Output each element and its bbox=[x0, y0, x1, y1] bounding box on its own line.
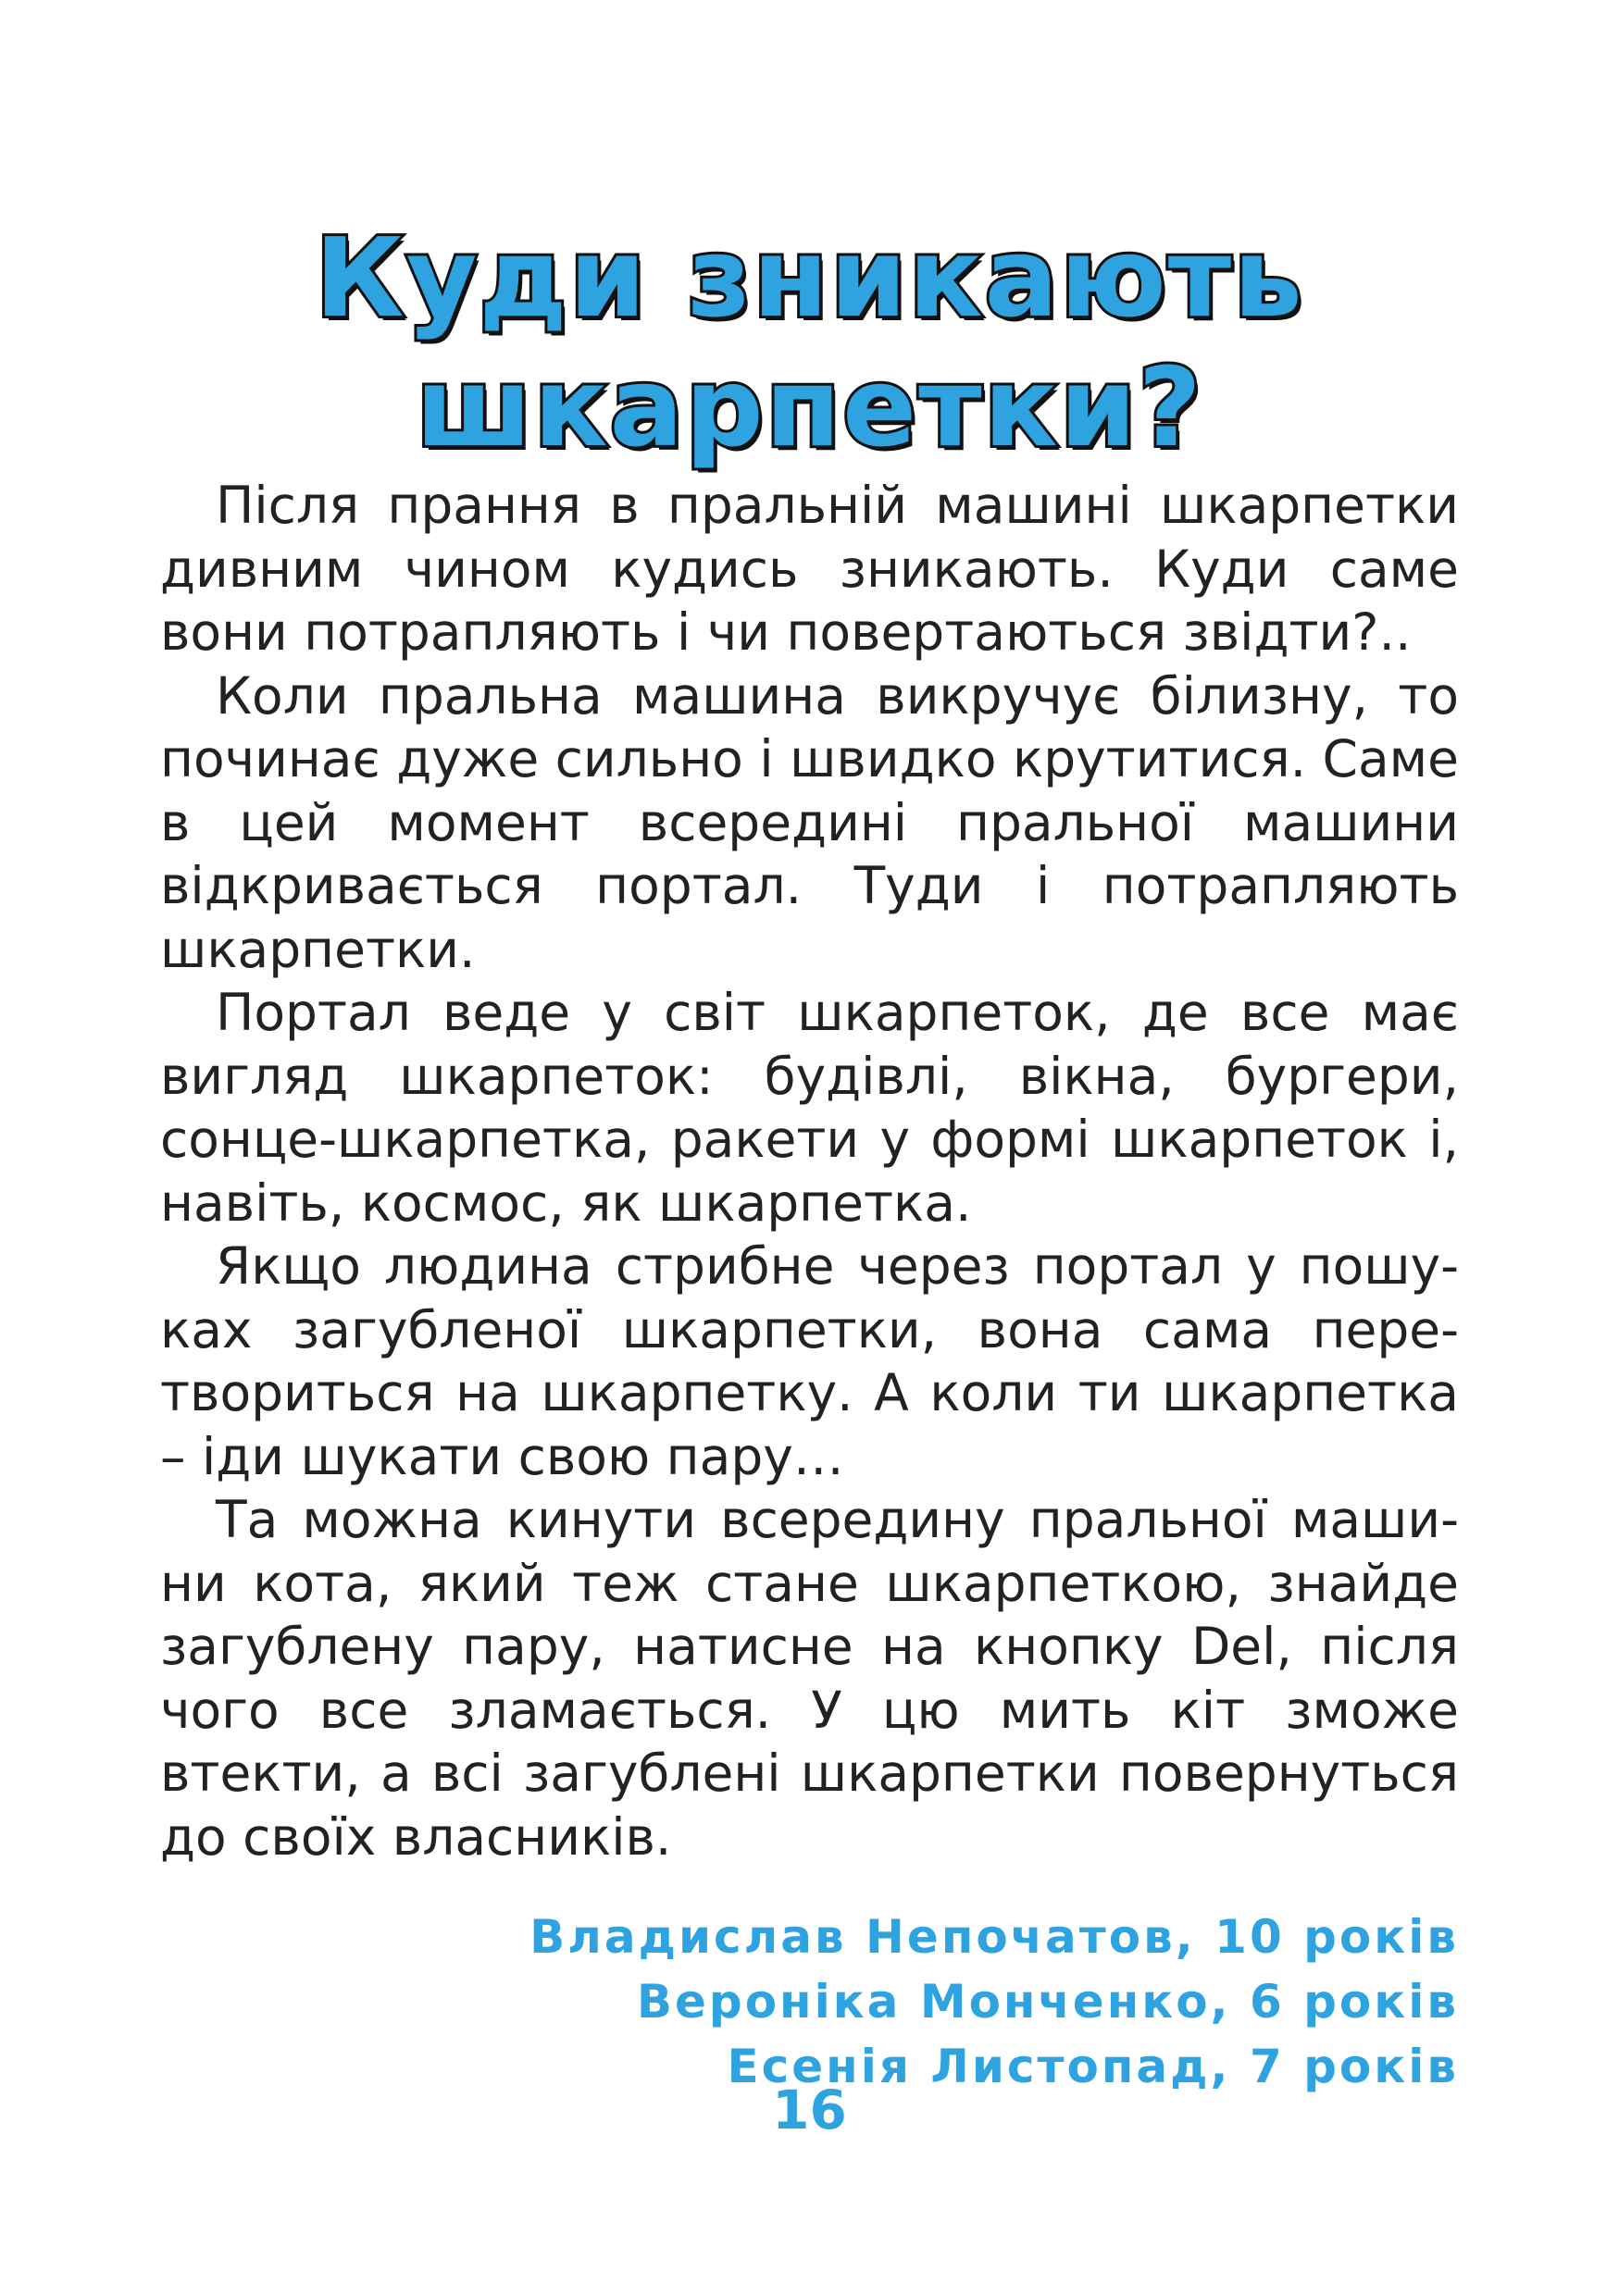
paragraph: Та можна кинути всередину пральної машини кота, який теж стане шкарпеткою, знайде загублену пару, натисне на кнопку Del, після чого все зламається. У цю мить кіт зможе втекти, а всі загублені шкарпетки повернуться до своїх власників. bbox=[160, 1490, 1459, 1867]
story-text bbox=[160, 474, 1459, 1868]
page-number: 16 bbox=[772, 2079, 847, 2141]
title-line-2: шкарпетки? bbox=[416, 343, 1203, 471]
author-name: Владислав Непочатов, 10 років bbox=[529, 1910, 1459, 1964]
title-line-1: Куди зникають bbox=[315, 214, 1304, 341]
paragraph: Після прання в пральній машині шкарпетки дивним чином кудись зникають. Куди саме вони потрапляють і чи повертаються звідти?.. bbox=[160, 476, 1459, 662]
paragraph: Коли пральна машина викручує білизну, то починає дуже сильно і швидко крутитися. Саме в цей момент всередині пральної машини відкривається портал. Туди і потрапляють шкарпетки. bbox=[160, 665, 1459, 979]
paragraph: Портал веде у світ шкарпеток, де все має вигляд шкарпеток: будівлі, вікна, бургери, сонце-шкарпетка, ракети у формі шкарпеток і, навіть, космос, як шкарпетка. bbox=[160, 983, 1459, 1233]
author-name: Вероніка Монченко, 6 років bbox=[636, 1975, 1459, 2029]
paragraph: Якщо людина стрибне через портал у пошуках загубленої шкарпетки, вона сама перетвориться на шкарпетку. А коли ти шкарпетка – іди шукати свою пару… bbox=[160, 1236, 1459, 1486]
page-title bbox=[148, 213, 1471, 472]
author-credits bbox=[441, 1905, 1459, 2099]
author-name: Есенія Листопад, 7 років bbox=[727, 2040, 1459, 2093]
